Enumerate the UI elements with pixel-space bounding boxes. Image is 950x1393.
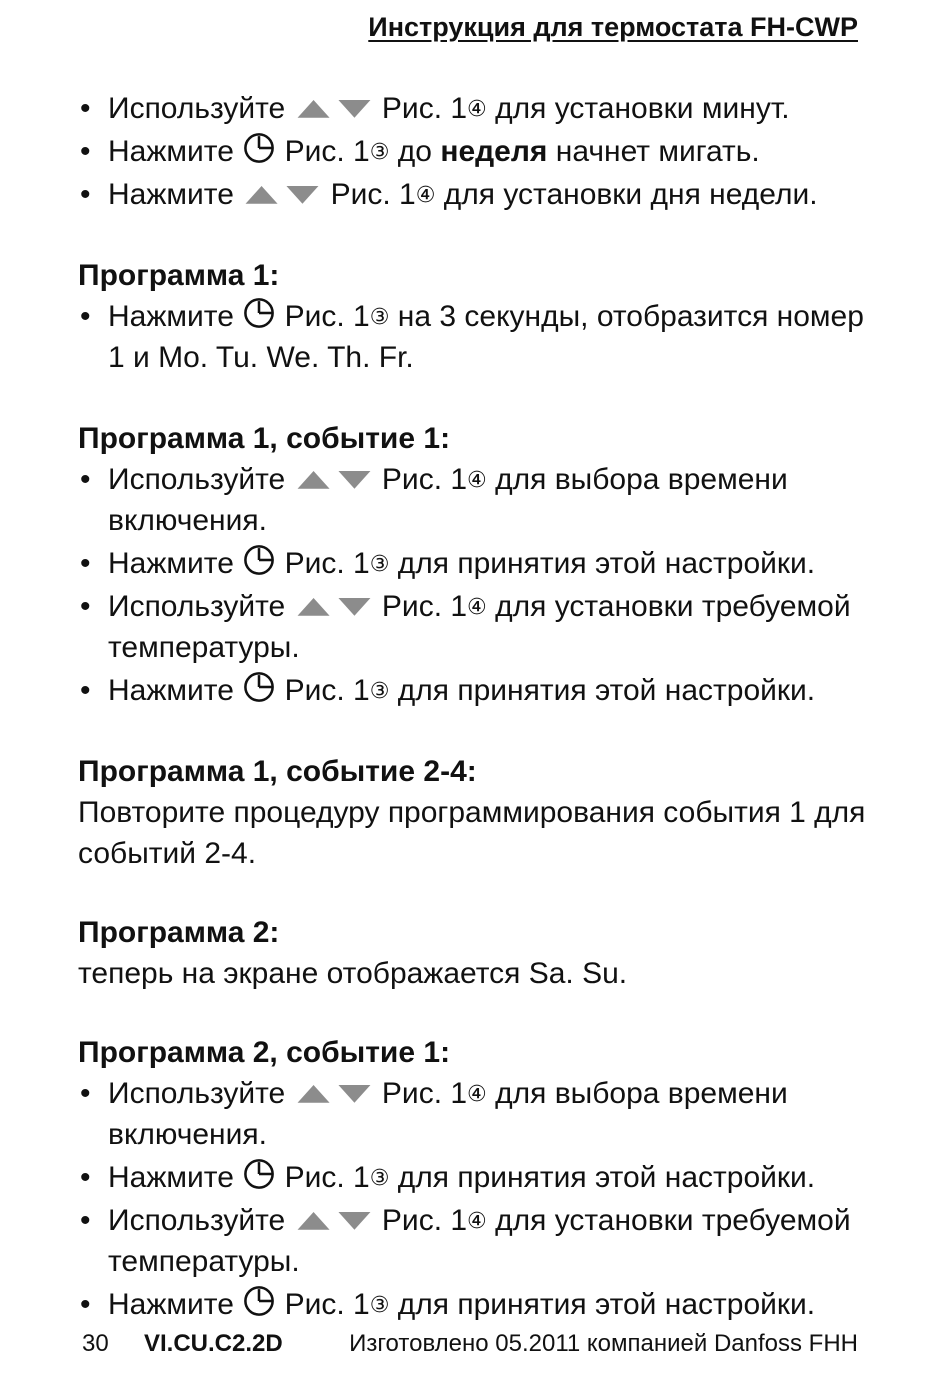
list-item: • Используйте Рис. 1④ для установки минут. xyxy=(78,88,878,129)
clock-icon xyxy=(242,1284,276,1318)
paragraph: Повторите процедуру программирования события 1 для событий 2-4. xyxy=(78,796,866,870)
section-heading: Программа 1: xyxy=(78,259,280,292)
page-title: Инструкция для термостата FH-CWP xyxy=(368,12,858,42)
up-down-arrows-icon xyxy=(294,1079,374,1107)
page-number: 30 xyxy=(82,1330,109,1357)
list-item: • Используйте Рис. 1④ для установки требуемой температуры. xyxy=(78,1200,878,1282)
main-content xyxy=(78,88,878,1327)
list-item: • Используйте Рис. 1④ для выбора времени включения. xyxy=(78,1073,878,1155)
clock-icon xyxy=(242,670,276,704)
clock-icon xyxy=(242,296,276,330)
section-heading: Программа 2: xyxy=(78,916,280,949)
section-heading: Программа 1, событие 2-4: xyxy=(78,755,477,788)
up-down-arrows-icon xyxy=(294,465,374,493)
list-item: • Нажмите Рис. 1④ для установки дня недели. xyxy=(78,174,878,215)
list-item: • Нажмите Рис. 1③ до неделя начнет мигать. xyxy=(78,131,878,172)
up-down-arrows-icon xyxy=(294,94,374,122)
footer xyxy=(82,1330,858,1370)
list-item: • Используйте Рис. 1④ для установки требуемой температуры. xyxy=(78,586,878,668)
list-item: • Нажмите Рис. 1③ на 3 секунды, отобразится номер 1 и Mo. Tu. We. Th. Fr. xyxy=(78,296,878,378)
clock-icon xyxy=(242,131,276,165)
list-item: • Нажмите Рис. 1③ для принятия этой настройки. xyxy=(78,543,878,584)
section-heading: Программа 1, событие 1: xyxy=(78,422,451,455)
section-heading: Программа 2, событие 1: xyxy=(78,1036,451,1069)
program1-list xyxy=(78,296,878,378)
document-code: VI.CU.C2.2D xyxy=(144,1330,283,1357)
list-item: • Нажмите Рис. 1③ для принятия этой настройки. xyxy=(78,1284,878,1325)
intro-list xyxy=(78,88,878,215)
program1-event1-list xyxy=(78,459,878,711)
up-down-arrows-icon xyxy=(294,592,374,620)
up-down-arrows-icon xyxy=(242,180,322,208)
list-item: • Нажмите Рис. 1③ для принятия этой настройки. xyxy=(78,670,878,711)
clock-icon xyxy=(242,543,276,577)
program2-event1-list xyxy=(78,1073,878,1325)
clock-icon xyxy=(242,1157,276,1191)
manufacturer-note: Изготовлено 05.2011 компанией Danfoss FHH xyxy=(349,1330,858,1357)
paragraph: теперь на экране отображается Sa. Su. xyxy=(78,957,628,990)
up-down-arrows-icon xyxy=(294,1206,374,1234)
list-item: • Нажмите Рис. 1③ для принятия этой настройки. xyxy=(78,1157,878,1198)
list-item: • Используйте Рис. 1④ для выбора времени включения. xyxy=(78,459,878,541)
